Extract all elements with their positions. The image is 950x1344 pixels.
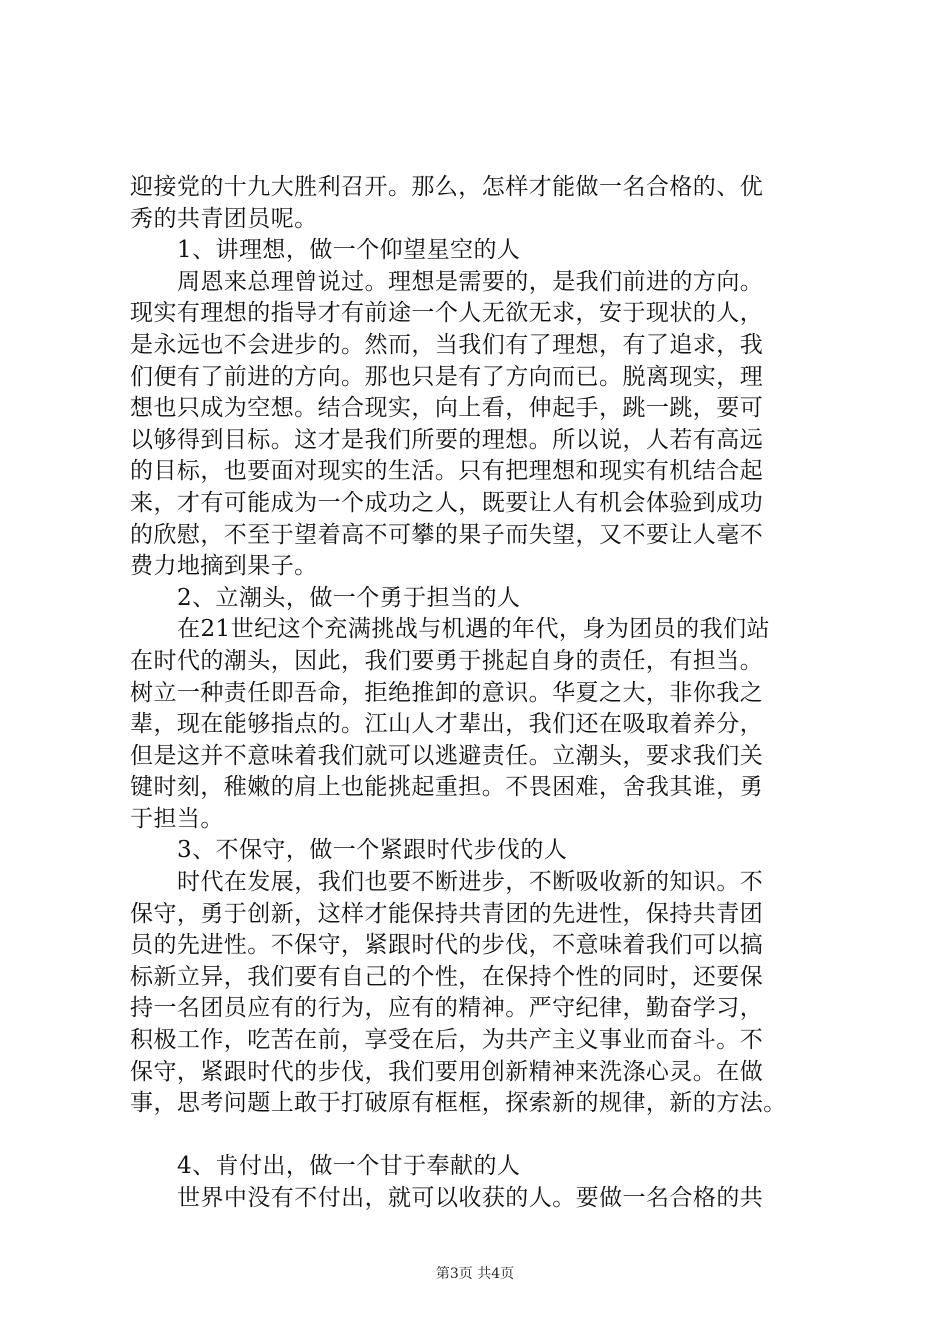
- text-line: 4、肯付出，做一个甘于奉献的人: [177, 1153, 521, 1180]
- text-line: 保守，勇于创新，这样才能保持共青团的先进性，保持共青团: [130, 900, 764, 927]
- text-line: 时代在发展，我们也要不断进步，不断吸收新的知识。不: [177, 869, 764, 896]
- text-line: 于担当。: [130, 805, 224, 832]
- text-line: 们便有了前进的方向。那也只是有了方向而已。脱离现实，理: [130, 363, 764, 390]
- text-line: 3、不保守，做一个紧跟时代步伐的人: [177, 837, 568, 864]
- text-line: 在时代的潮头，因此，我们要勇于挑起自身的责任，有担当。: [130, 647, 764, 674]
- text-line: 的目标，也要面对现实的生活。只有把理想和现实有机结合起: [130, 458, 764, 485]
- text-line: 周恩来总理曾说过。理想是需要的，是我们前进的方向。: [177, 268, 764, 295]
- text-line: 世界中没有不付出，就可以收获的人。要做一名合格的共: [177, 1185, 764, 1211]
- page-footer: 第3页 共4页: [435, 1266, 515, 1282]
- text-line: 积极工作，吃苦在前，享受在后，为共产主义事业而奋斗。不: [130, 1027, 764, 1054]
- text-line: 保守，紧跟时代的步伐，我们要用创新精神来洗涤心灵。在做: [130, 1058, 764, 1085]
- text-line: 迎接党的十九大胜利召开。那么，怎样才能做一名合格的、优: [130, 174, 764, 200]
- text-line: 想也只成为空想。结合现实，向上看，伸起手，跳一跳，要可: [130, 395, 764, 422]
- text-line: 来，才有可能成为一个成功之人，既要让人有机会体验到成功: [130, 489, 764, 516]
- text-line: 在21世纪这个充满挑战与机遇的年代，身为团员的我们站: [177, 616, 770, 643]
- text-line: 以够得到目标。这才是我们所要的理想。所以说，人若有高远: [130, 426, 764, 453]
- blank-line: [130, 1120, 850, 1152]
- text-line: 事，思考问题上敢于打破原有框框，探索新的规律，新的方法。: [130, 1090, 787, 1117]
- text-line: 费力地摘到果子。: [130, 553, 318, 580]
- text-line: 持一名团员应有的行为，应有的精神。严守纪律，勤奋学习，: [130, 995, 764, 1022]
- text-line: 秀的共青团员呢。: [130, 205, 318, 232]
- text-line: 标新立异，我们要有自己的个性，在保持个性的同时，还要保: [130, 963, 764, 990]
- text-line: 树立一种责任即吾命，拒绝推卸的意识。华夏之大，非你我之: [130, 679, 764, 706]
- text-line: 现实有理想的指导才有前途一个人无欲无求，安于现状的人，: [130, 300, 764, 327]
- text-line: 辈，现在能够指点的。江山人才辈出，我们还在吸取着养分，: [130, 711, 764, 738]
- text-line: 是永远也不会进步的。然而，当我们有了理想，有了追求，我: [130, 331, 764, 358]
- document-body: [130, 172, 850, 1215]
- text-line: 键时刻，稚嫩的肩上也能挑起重担。不畏困难，舍我其谁，勇: [130, 774, 764, 801]
- text-line: 1、讲理想，做一个仰望星空的人: [177, 237, 521, 264]
- text-line: 2、立潮头，做一个勇于担当的人: [177, 584, 521, 611]
- text-line: 但是这并不意味着我们就可以逃避责任。立潮头，要求我们关: [130, 742, 764, 769]
- text-line: 员的先进性。不保守，紧跟时代的步伐，不意味着我们可以搞: [130, 932, 764, 959]
- text-line: 的欣慰，不至于望着高不可攀的果子而失望，又不要让人毫不: [130, 521, 764, 548]
